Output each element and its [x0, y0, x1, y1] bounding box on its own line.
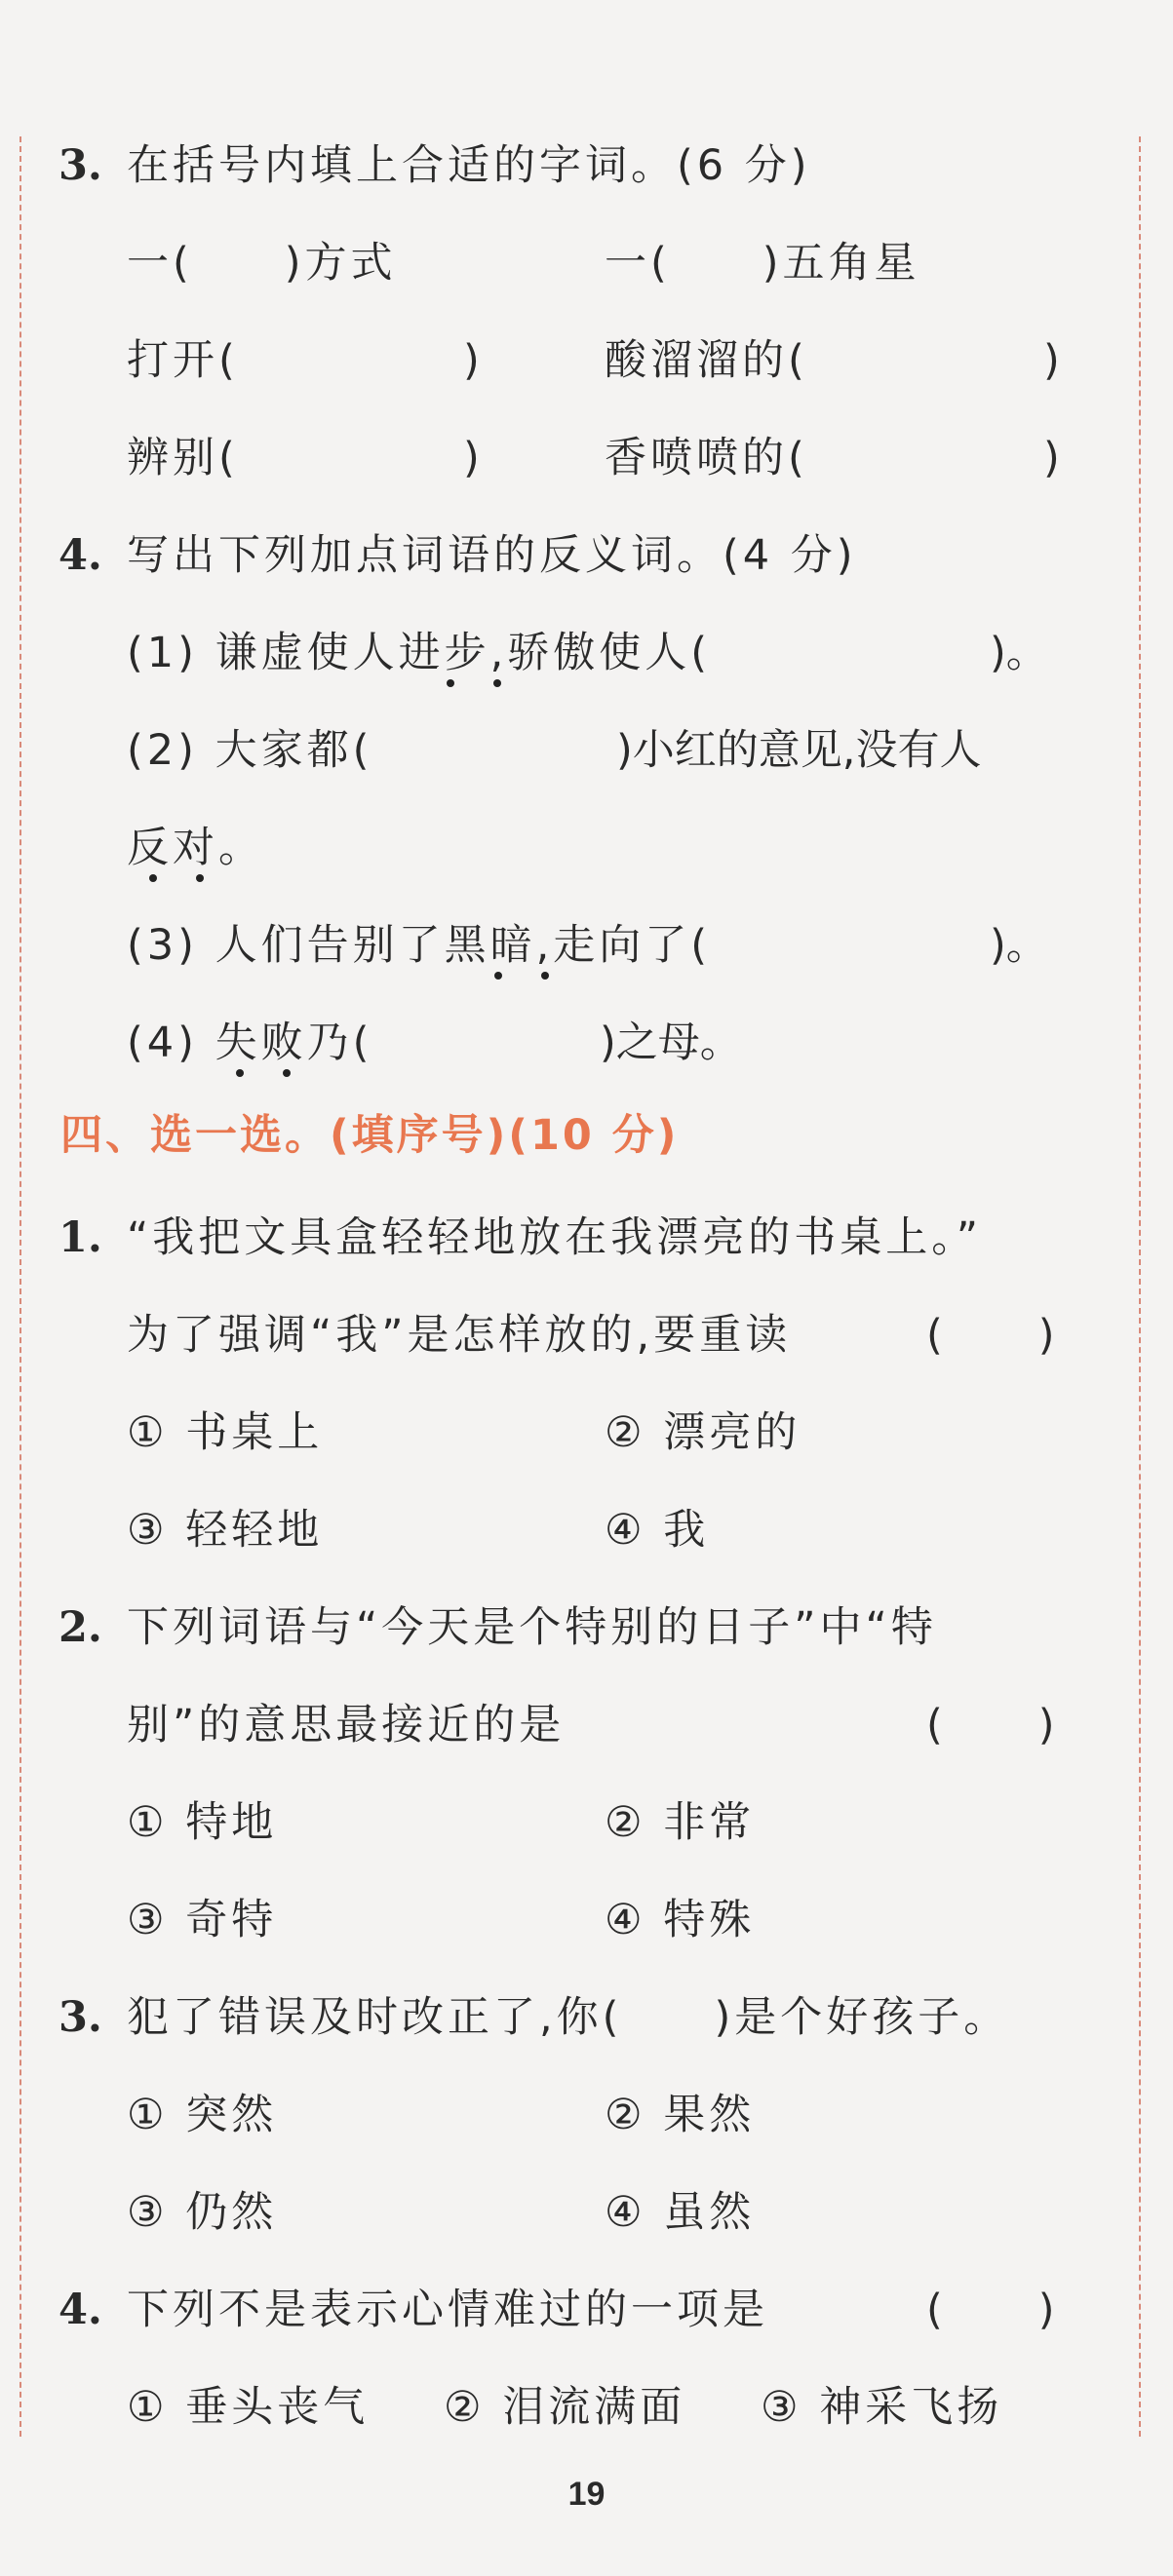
antonym-item: (4) 失败乃( [127, 1019, 373, 1067]
option: ② 果然 [605, 2091, 756, 2139]
right-margin-rule [1139, 136, 1141, 2437]
option: ③ 神采飞扬 [761, 2383, 1003, 2432]
option: ④ 特殊 [605, 1896, 756, 1944]
option: ④ 我 [605, 1506, 710, 1555]
question-number: 1. [59, 1213, 102, 1262]
fill-row-right: 酸溜溜的( [605, 336, 808, 385]
question-stem: 下列词语与“今天是个特别的日子”中“特 [127, 1603, 937, 1652]
fill-row-left: 一( )方式 [127, 239, 397, 288]
antonym-item: (1) 谦虚使人进步,骄傲使人( [127, 629, 712, 677]
option: ① 垂头丧气 [127, 2383, 370, 2432]
emphasis-dot [447, 679, 454, 687]
page-number: 19 [567, 2476, 606, 2513]
fill-bracket-close: ) [1043, 434, 1060, 482]
question-number: 3. [59, 141, 102, 190]
answer-bracket[interactable]: ( ) [926, 1311, 1059, 1360]
question-stem: 犯了错误及时改正了,你( )是个好孩子。 [127, 1993, 1010, 2042]
option: ④ 虽然 [605, 2188, 756, 2237]
emphasis-dot [493, 679, 501, 687]
answer-bracket[interactable]: ( ) [926, 1701, 1059, 1749]
question-number: 4. [59, 531, 102, 580]
emphasis-dots [224, 1069, 312, 1079]
option: ① 突然 [127, 2091, 278, 2139]
emphasis-dot [196, 874, 204, 882]
question-title: 写出下列加点词语的反义词。(4 分) [127, 531, 857, 580]
fill-bracket-close: ) [463, 434, 480, 482]
option: ② 漂亮的 [605, 1408, 802, 1457]
antonym-bracket-close: )。 [990, 921, 1048, 970]
question-stem: 下列不是表示心情难过的一项是 [127, 2286, 768, 2334]
emphasis-dots [435, 679, 523, 689]
antonym-item: 反对。 [127, 824, 264, 872]
antonym-bracket-close: )之母。 [600, 1019, 742, 1067]
question-stem: 别”的意思最接近的是 [127, 1701, 566, 1749]
antonym-bracket-close: )小红的意见,没有人 [616, 726, 982, 775]
left-margin-rule [20, 136, 21, 2437]
antonym-bracket-close: )。 [990, 629, 1048, 677]
question-number: 2. [59, 1603, 102, 1652]
question-stem: “我把文具盒轻轻地放在我漂亮的书桌上。” [127, 1213, 983, 1262]
antonym-item: (3) 人们告别了黑暗,走向了( [127, 921, 712, 970]
emphasis-dot [236, 1069, 244, 1077]
option: ② 泪流满面 [444, 2383, 686, 2432]
fill-row-right: 一( )五角星 [605, 239, 920, 288]
answer-bracket[interactable]: ( ) [926, 2286, 1059, 2334]
antonym-item: (2) 大家都( [127, 726, 373, 775]
section-heading: 四、选一选。(填序号)(10 分) [60, 1111, 680, 1160]
option: ③ 仍然 [127, 2188, 278, 2237]
emphasis-dots [483, 972, 570, 981]
emphasis-dot [283, 1069, 291, 1077]
fill-row-left: 打开( [127, 336, 239, 385]
option: ③ 奇特 [127, 1896, 278, 1944]
question-title: 在括号内填上合适的字词。(6 分) [127, 141, 811, 190]
fill-bracket-close: ) [1043, 336, 1060, 385]
option: ③ 轻轻地 [127, 1506, 324, 1555]
emphasis-dot [541, 972, 549, 980]
question-number: 3. [59, 1993, 102, 2042]
option: ① 特地 [127, 1798, 278, 1847]
emphasis-dot [494, 972, 502, 980]
option: ② 非常 [605, 1798, 756, 1847]
fill-row-right: 香喷喷的( [605, 434, 808, 482]
emphasis-dots [132, 874, 219, 884]
question-stem: 为了强调“我”是怎样放的,要重读 [127, 1311, 792, 1360]
option: ① 书桌上 [127, 1408, 324, 1457]
emphasis-dot [149, 874, 157, 882]
question-number: 4. [59, 2286, 102, 2334]
fill-row-left: 辨别( [127, 434, 239, 482]
fill-bracket-close: ) [463, 336, 480, 385]
